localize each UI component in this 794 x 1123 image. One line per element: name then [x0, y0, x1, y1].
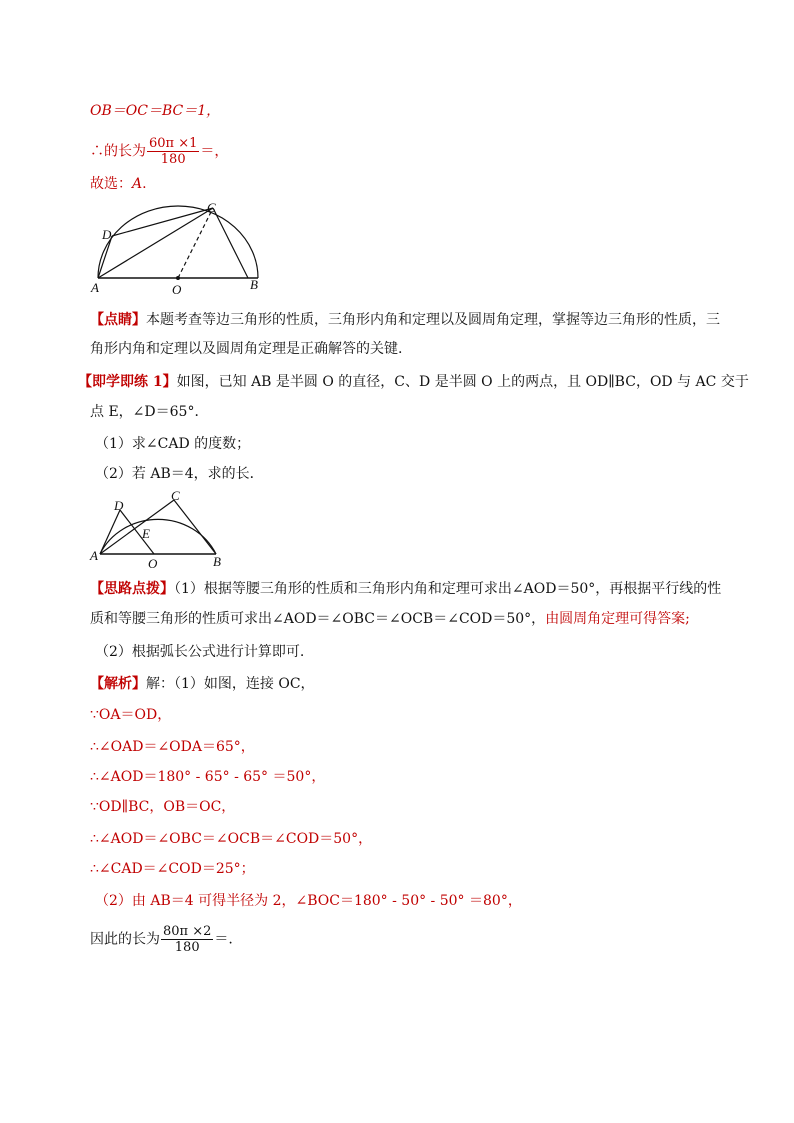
- figure2-label-O: O: [148, 556, 158, 571]
- figure2-AC: [100, 500, 174, 554]
- figure2-label-D: D: [114, 498, 124, 513]
- comment-text-1: 本题考查等边三角形的性质，三角形内角和定理以及圆周角定理，掌握等边三角形的性质，三: [146, 312, 720, 328]
- analysis-tag: 【解析】: [90, 676, 146, 692]
- exercise-question-2: （2）若 AB＝4，求的长．: [95, 466, 264, 482]
- hint-line-3: （2）根据弧长公式进行计算即可.: [95, 644, 305, 660]
- analysis-line-4: ∴∠AOD＝180° - 65° - 65° ＝50°，: [90, 769, 326, 785]
- figure1-CB: [213, 208, 248, 278]
- arc-length-prefix: ∴的长为: [90, 143, 146, 160]
- analysis-line-6: ∴∠AOD＝∠OBC＝∠OCB＝∠COD＝50°，: [90, 831, 373, 847]
- analysis-arc-suffix: ＝.: [214, 931, 233, 948]
- comment-line-2: 角形内角和定理以及圆周角定理是正确解答的关键.: [90, 341, 403, 357]
- answer-choice: A: [132, 176, 143, 192]
- figure2-label-A: A: [90, 548, 98, 563]
- arc-length-fraction: [147, 136, 199, 167]
- exercise-tag: 【即学即练 1】: [78, 374, 177, 390]
- figure1-label-A: A: [91, 280, 99, 295]
- hint-text-2-red: 由圆周角定理可得答案;: [545, 611, 690, 627]
- hint-text-2: 质和等腰三角形的性质可求出∠AOD＝∠OBC＝∠OCB＝∠COD＝50°，: [90, 611, 546, 627]
- figure1-label-B: B: [250, 277, 258, 292]
- fraction-denominator: 180: [160, 152, 186, 167]
- analysis-text-1: 解：（1）如图，连接 OC，: [146, 676, 315, 692]
- exercise-line-1: [78, 372, 749, 392]
- figure1-center-dot: [176, 276, 180, 280]
- hint-line-1: [90, 579, 721, 599]
- fraction-denominator: 180: [174, 940, 200, 955]
- figure-2-semicircle: [88, 488, 238, 573]
- comment-tag: 【点睛】: [90, 312, 146, 328]
- solution-line-2: [90, 136, 228, 167]
- hint-line-2: [90, 609, 690, 629]
- figure1-label-O: O: [172, 282, 182, 297]
- analysis-line-7: ∴∠CAD＝∠COD＝25°；: [90, 861, 255, 877]
- figure2-label-E: E: [142, 526, 150, 541]
- analysis-line-8: （2）由 AB＝4 可得半径为 2，∠BOC＝180° - 50° - 50° ＝80°，: [95, 893, 522, 909]
- analysis-arc-fraction: [161, 924, 213, 955]
- analysis-line-5: ∵OD∥BC，OB＝OC，: [90, 799, 236, 815]
- fraction-numerator: 60π ×1: [149, 136, 198, 151]
- figure1-AD: [98, 236, 112, 278]
- fraction-numerator: 80π ×2: [163, 924, 212, 939]
- figure2-label-C: C: [171, 488, 180, 503]
- exercise-question-1: （1）求∠CAD 的度数；: [95, 436, 251, 452]
- hint-tag: 【思路点拨】: [90, 581, 174, 597]
- answer-end: .: [142, 176, 147, 192]
- figure1-arc: [98, 206, 258, 278]
- solution-line-1: OB＝OC＝BC＝1，: [90, 103, 221, 119]
- figure1-label-D: D: [102, 227, 112, 242]
- figure-1-semicircle: [88, 198, 268, 298]
- figure2-CB: [174, 500, 216, 554]
- figure2-arc: [100, 519, 216, 554]
- answer-prefix: 故选：: [90, 176, 132, 192]
- exercise-line-2: 点 E，∠D＝65°．: [90, 404, 209, 420]
- figure2-label-B: B: [213, 554, 221, 569]
- hint-text-1: （1）根据等腰三角形的性质和三角形内角和定理可求出∠AOD＝50°，再根据平行线的性: [174, 581, 722, 597]
- analysis-line-9: [90, 924, 233, 955]
- comment-line-1: [90, 310, 720, 330]
- analysis-line-2: ∵OA＝OD，: [90, 707, 172, 723]
- figure1-label-C: C: [207, 200, 216, 215]
- analysis-arc-prefix: 因此的长为: [90, 931, 160, 948]
- figure1-AC: [98, 208, 213, 278]
- analysis-line-3: ∴∠OAD＝∠ODA＝65°，: [90, 739, 255, 755]
- exercise-text-1: 如图，已知 AB 是半圆 O 的直径，C、D 是半圆 O 上的两点，且 OD∥BC，OD 与 AC 交于: [176, 374, 749, 390]
- analysis-line-1: [90, 674, 315, 694]
- solution-line-3: [90, 174, 147, 194]
- arc-length-suffix: ＝，: [200, 143, 229, 160]
